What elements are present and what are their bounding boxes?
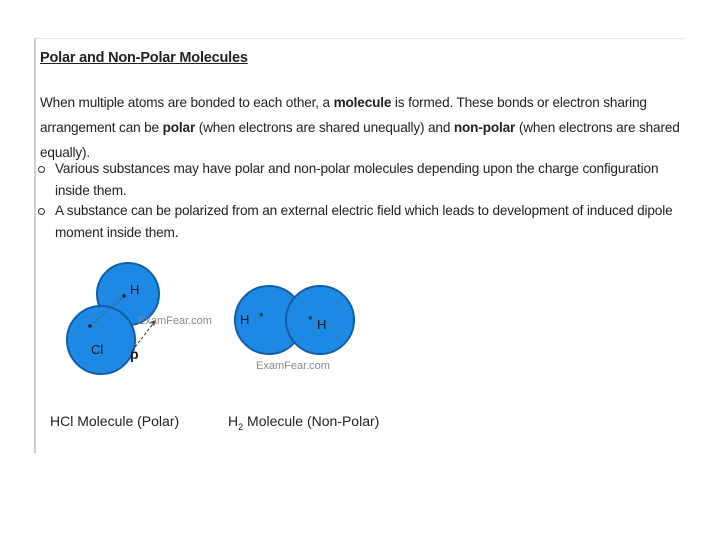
caption-h: H [228,413,239,429]
atom-cl-label: Cl [91,342,104,357]
watermark: ExamFear.com [138,315,212,327]
para-text: (when electrons are shared equally). [40,120,680,160]
term-polar: polar [162,120,196,135]
para-text: is formed. These bonds or electron sharing arrangement can be [40,95,647,135]
para-text: When multiple atoms are bonded to each other, a [40,95,334,110]
h2-caption [228,413,379,432]
hcl-caption: HCl Molecule (Polar) [50,413,180,429]
page-title: Polar and Non-Polar Molecules [40,50,248,66]
intro-paragraph [40,90,680,165]
h-nucleus [122,294,126,298]
nucleus-right: * [308,313,313,327]
caption-rest: Molecule (Non-Polar) [243,413,380,429]
bullet-text: Various substances may have polar and non-polar molecules depending upon the charge configuration inside them. [55,161,659,198]
term-molecule: molecule [333,95,392,110]
bullet-circle-icon [38,208,45,215]
dipole-label: p [130,346,139,362]
caption-subscript: 2 [238,421,244,432]
term-non-polar: non-polar [453,120,516,135]
atom-h-label: H [130,282,140,297]
watermark: ExamFear.com [256,360,330,372]
atom-h-left-label: H [240,312,250,327]
atom-h-right-label: H [317,317,327,332]
bullet-circle-icon [38,166,45,173]
chlorine-atom [67,306,135,374]
bullet-text: A substance can be polarized from an external electric field which leads to development of induced dipole moment inside them. [55,203,673,240]
h2-molecule-diagram [228,276,368,376]
cl-nucleus [88,324,92,328]
hcl-molecule-diagram [58,258,218,383]
nucleus-left: * [259,310,264,324]
para-text: (when electrons are shared unequally) and [195,120,454,135]
